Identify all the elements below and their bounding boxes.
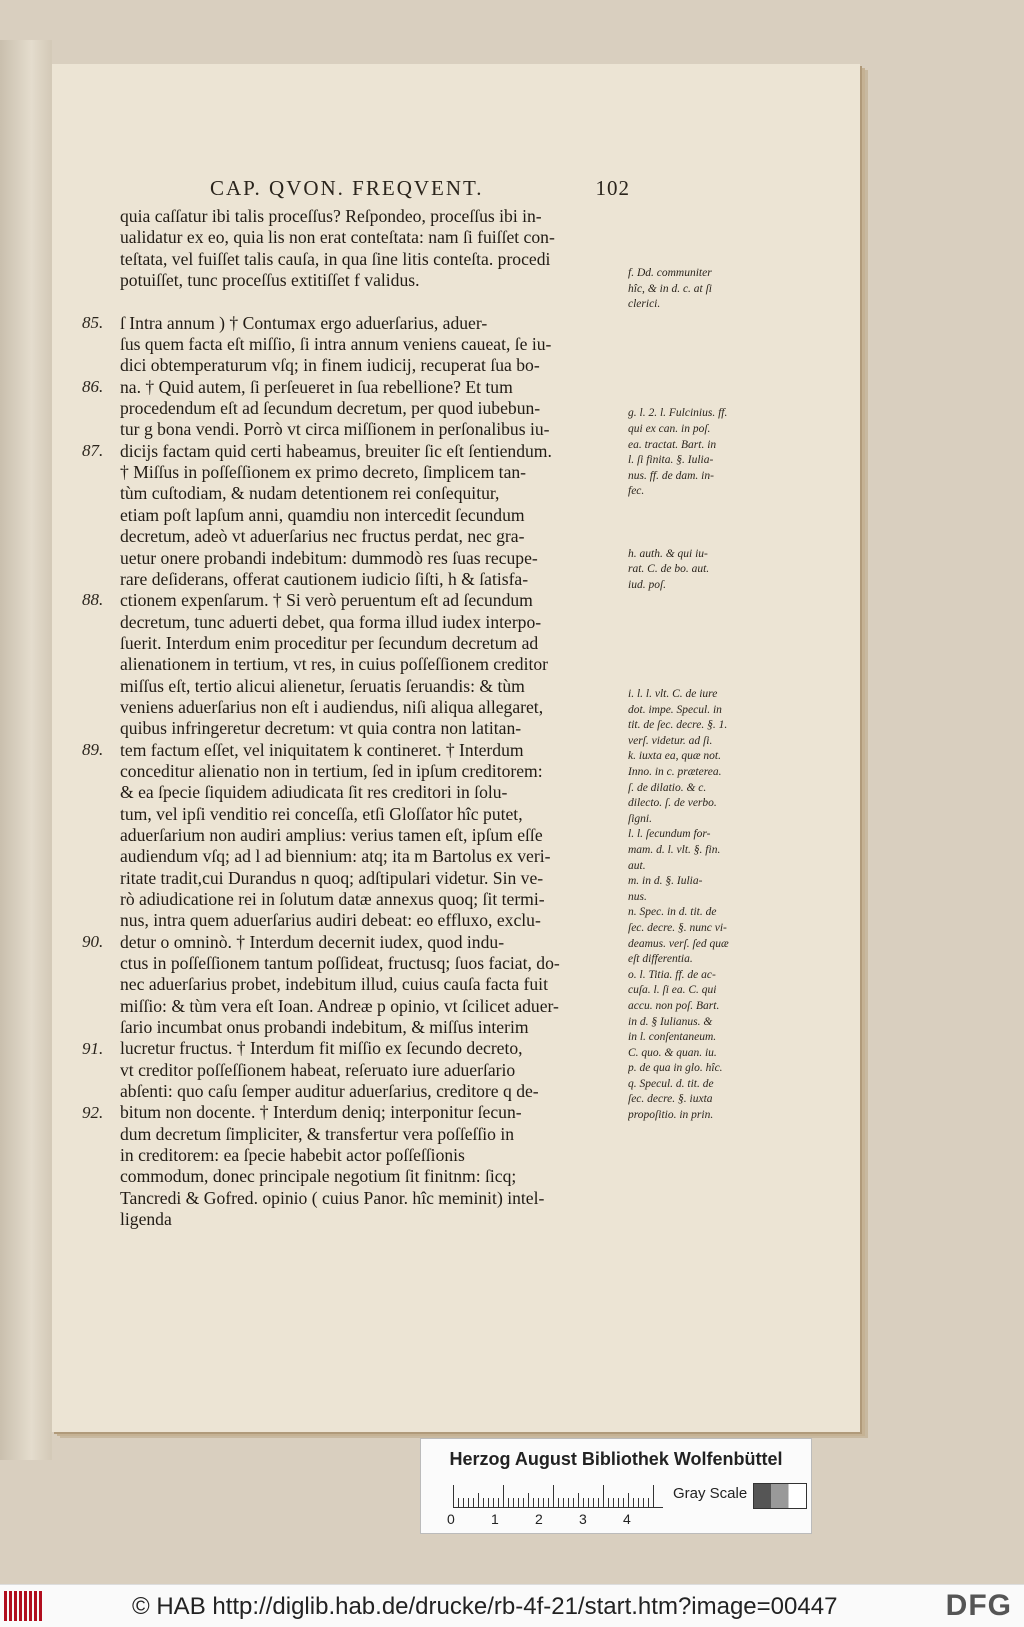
- margin-note-line: l. ſi finita. §. Iulia-: [628, 454, 714, 467]
- scale-tick: [488, 1498, 489, 1507]
- text-line: quibus infringeretur decretum: vt quia contra non latitan-: [120, 718, 522, 739]
- scale-tick: [543, 1498, 544, 1507]
- section-number: 90.: [82, 931, 104, 951]
- text-line: ſ Intra annum ) † Contumax ergo aduerſarius, aduer-: [120, 312, 488, 333]
- text-line: ſuerit. Interdum enim proceditur per ſecundum decretum ad: [120, 632, 539, 653]
- section-number: 92.: [82, 1102, 104, 1122]
- margin-note-line: clerici.: [628, 298, 661, 311]
- scale-tick: [603, 1485, 604, 1507]
- margin-note-line: ſigni.: [628, 812, 652, 825]
- margin-note-line: [628, 640, 756, 656]
- margin-note-line: [628, 609, 756, 625]
- text-line: nec aduerſarius probet, indebitum illud, cuius cauſa facta fuit: [120, 974, 548, 995]
- margin-note-line: k. iuxta ea, quæ not.: [628, 750, 721, 763]
- text-line: in creditorem: ea ſpecie habebit actor poſſeſſionis: [120, 1145, 465, 1166]
- margin-note-line: ſ. de dilatio. & c.: [628, 781, 707, 794]
- scale-tick: [608, 1498, 609, 1507]
- margin-note-line: C. quo. & quan. iu.: [628, 1046, 717, 1059]
- text-line: abſenti: quo caſu ſemper auditur aduerſarius, creditore q de-: [120, 1081, 539, 1102]
- margin-note-line: [628, 625, 756, 641]
- text-line: tum, vel ipſi venditio rei conceſſa, etſi Gloſſator hîc putet,: [120, 803, 523, 824]
- margin-note-line: ſec. decre. §. nunc vi-: [628, 921, 727, 934]
- section-number: 86.: [82, 376, 104, 396]
- library-color-label: [420, 1438, 812, 1534]
- text-line: vt creditor poſſeſſionem habeat, reſeruato iure aduerſario: [120, 1059, 516, 1080]
- text-line: decretum, tunc aduerti debet, qua forma illud iudex interpo-: [120, 611, 542, 632]
- text-line: conceditur alienatio non in tertium, ſed in ipſum creditorem:: [120, 760, 543, 781]
- text-line: dici obtemperaturum vſq; in finem iudicij, recuperat ſua bo-: [120, 355, 540, 376]
- folio-number: 102: [595, 176, 630, 200]
- text-line: dicijs factam quid certi habeamus, breuiter ſic eſt ſentiendum.: [120, 440, 552, 461]
- margin-note-line: i. l. l. vlt. C. de iure: [628, 688, 718, 701]
- text-line: alienationem in tertium, vt res, in cuius poſſeſſionem creditor: [120, 654, 549, 675]
- scale-tick: [628, 1493, 629, 1507]
- scale-tick: [643, 1498, 644, 1507]
- scale-tick: [468, 1498, 469, 1507]
- margin-note-line: dilecto. ſ. de verbo.: [628, 797, 717, 810]
- margin-note-line: o. l. Titia. ff. de ac-: [628, 968, 716, 981]
- margin-note-line: m. in d. §. Iulia-: [628, 875, 703, 888]
- text-line: potuiſſet, tunc proceſſus extitiſſet f validus.: [120, 270, 420, 291]
- text-line: lucretur fructus. † Interdum fit miſſio ex ſecundo decreto,: [120, 1038, 523, 1059]
- hab-logo-icon: [4, 1591, 44, 1621]
- margin-note-line: [628, 531, 756, 547]
- margin-note-line: rat. C. de bo. aut.: [628, 563, 710, 576]
- scale-tick: [453, 1485, 454, 1507]
- scale-tick: [618, 1498, 619, 1507]
- scale-tick: [623, 1498, 624, 1507]
- gray-scale-swatch: [753, 1483, 807, 1509]
- text-line: ctionem expenſarum. † Si verò peruentum eſt ad ſecundum: [120, 590, 533, 611]
- header-title: CAP. QVON. FREQVENT.: [210, 176, 484, 200]
- margin-note-line: [628, 360, 756, 376]
- text-line: ligenda: [120, 1209, 172, 1230]
- text-line: ſus quem facta eſt miſſio, ſi intra annum veniens caueat, ſe iu-: [120, 334, 552, 355]
- scale-tick: [563, 1498, 564, 1507]
- scale-tick: [583, 1498, 584, 1507]
- footer-bar: [0, 1584, 1024, 1627]
- margin-note-line: fec.: [628, 485, 645, 498]
- margin-note-line: [628, 375, 756, 391]
- margin-note-line: [628, 391, 756, 407]
- margin-note-line: ea. tractat. Bart. in: [628, 438, 717, 451]
- margin-note-line: [628, 328, 756, 344]
- margin-note-line: deamus. verſ. ſed quæ: [628, 937, 729, 950]
- scale-number: 1: [491, 1511, 499, 1527]
- text-line: tur g bona vendi. Porrò vt circa miſſionem in perſonalibus iu-: [120, 419, 550, 440]
- scale-tick: [573, 1498, 574, 1507]
- margin-note-line: [628, 593, 756, 609]
- scale-number: 0: [447, 1511, 455, 1527]
- margin-note-line: nus.: [628, 890, 647, 903]
- text-line: bitum non docente. † Interdum deniq; interponitur ſecun-: [120, 1102, 522, 1123]
- section-number: 91.: [82, 1038, 104, 1058]
- section-number: 89.: [82, 739, 104, 759]
- scale-tick: [458, 1498, 459, 1507]
- text-line: tem factum eſſet, vel iniquitatem k contineret. † Interdum: [120, 739, 524, 760]
- margin-note-line: q. Specul. d. tit. de: [628, 1077, 714, 1090]
- section-number: 87.: [82, 440, 104, 460]
- margin-note-line: [628, 344, 756, 360]
- scale-tick: [508, 1498, 509, 1507]
- margin-note-line: aut.: [628, 859, 646, 872]
- scale-tick: [478, 1493, 479, 1507]
- text-line: veniens aduerſarius non eſt i audiendus, niſi aliqua allegaret,: [120, 696, 544, 717]
- margin-note-line: in l. conſentaneum.: [628, 1031, 717, 1044]
- scale-tick: [473, 1498, 474, 1507]
- text-line: dum decretum ſimpliciter, & transfertur vera poſſeſſio in: [120, 1123, 515, 1144]
- text-line: etiam poſt lapſum anni, quamdiu non intercedit ſecundum: [120, 504, 525, 525]
- scale-tick: [548, 1498, 549, 1507]
- text-line: nus, intra quem aduerſarius audiri debeat: eo effluxo, exclu-: [120, 910, 541, 931]
- scale-tick: [578, 1493, 579, 1507]
- margin-note-line: cuſa. l. ſi ea. C. qui: [628, 984, 717, 997]
- text-line: detur o omninò. † Interdum decernit iudex, quod indu-: [120, 931, 505, 952]
- text-line: teſtata, vel fuiſſet talis cauſa, in qua ſine litis conteſta. procedi: [120, 248, 551, 269]
- scale-tick: [553, 1485, 554, 1507]
- margin-note-line: n. Spec. in d. tit. de: [628, 906, 717, 919]
- dfg-logo: DFG: [945, 1589, 1012, 1622]
- text-line: [120, 291, 626, 312]
- scale-number: 2: [535, 1511, 543, 1527]
- scale-tick: [633, 1498, 634, 1507]
- text-line: commodum, donec principale negotium ſit finitnm: ſicq;: [120, 1166, 517, 1187]
- margin-note-line: [628, 656, 756, 672]
- text-line: tùm cuſtodiam, & nudam detentionem rei conſequitur,: [120, 483, 500, 504]
- scale-tick: [593, 1498, 594, 1507]
- margin-note-line: propoſitio. in prin.: [628, 1109, 714, 1122]
- section-number: 88.: [82, 590, 104, 610]
- margin-note-line: [628, 516, 756, 532]
- margin-note-line: qui ex can. in poſ.: [628, 422, 711, 435]
- text-line: rò adiudicatione rei in ſolutum datæ annexus quoq; ſit termi-: [120, 889, 545, 909]
- scale-tick: [518, 1498, 519, 1507]
- scale-tick: [533, 1498, 534, 1507]
- footer-url[interactable]: © HAB http://diglib.hab.de/drucke/rb-4f-21/start.htm?image=00447: [132, 1593, 838, 1620]
- margin-note-line: iud. poſ.: [628, 578, 667, 591]
- scale-tick: [463, 1498, 464, 1507]
- text-line: † Miſſus in poſſeſſionem ex primo decreto, ſimplicem tan-: [120, 462, 527, 483]
- scale-tick: [598, 1498, 599, 1507]
- scale-tick: [513, 1498, 514, 1507]
- scale-tick: [498, 1498, 499, 1507]
- margin-note-line: g. l. 2. l. Fulcinius. ff.: [628, 407, 728, 420]
- margin-note-line: verſ. videtur. ad ſi.: [628, 734, 713, 747]
- scale-numbers: [447, 1511, 667, 1529]
- margin-note-line: in d. § Iulianus. &: [628, 1015, 713, 1028]
- margin-note-line: h. auth. & qui iu-: [628, 547, 708, 560]
- scale-tick: [503, 1485, 504, 1507]
- margin-note-line: eſt differentia.: [628, 953, 693, 966]
- margin-note-line: ſec. decre. §. iuxta: [628, 1093, 713, 1106]
- margin-note-line: [628, 313, 756, 329]
- margin-note-line: nus. ff. de dam. in-: [628, 469, 714, 482]
- scale-tick: [493, 1498, 494, 1507]
- text-line: Tancredi & Gofred. opinio ( cuius Panor. hîc meminit) intel-: [120, 1187, 545, 1208]
- text-line: decretum, adeò vt aduerſarius nec fructus perdat, nec gra-: [120, 526, 525, 547]
- margin-note-line: dot. impe. Specul. in: [628, 703, 722, 716]
- text-line: ctus in poſſeſſionem tantum poſſideat, fructusq; ſuos faciat, do-: [120, 953, 560, 974]
- scale-tick: [588, 1498, 589, 1507]
- text-line: ritate tradit,cui Durandus n quoq; adſtipulari videtur. Sin ve-: [120, 867, 544, 888]
- text-line: procedendum eſt ad ſecundum decretum, per quod iubebun-: [120, 398, 541, 419]
- scale-tick: [613, 1498, 614, 1507]
- main-text-column: [120, 206, 626, 1232]
- scale-tick: [638, 1498, 639, 1507]
- margin-note-line: Inno. in c. præterea.: [628, 766, 722, 778]
- scale-number: 4: [623, 1511, 631, 1527]
- text-line: & ea ſpecie ſiquidem adiudicata ſit res creditori in ſolu-: [120, 782, 508, 803]
- text-line: rare deſiderans, offerat cautionem iudicio ſiſti, h & ſatisfa-: [120, 568, 529, 589]
- previous-page-edge: [0, 40, 52, 1460]
- text-line: miſſio: & tùm vera eſt Ioan. Andreæ p opinio, vt ſcilicet aduer-: [120, 995, 559, 1016]
- margin-note-line: accu. non poſ. Bart.: [628, 999, 720, 1012]
- margin-note-line: f. Dd. communiter: [628, 267, 712, 279]
- scale-tick: [568, 1498, 569, 1507]
- text-line: aduerſarium non audiri amplius: verius tamen eſt, ipſum eſſe: [120, 824, 543, 845]
- running-header: [210, 176, 630, 200]
- margin-note-line: [628, 671, 756, 687]
- text-line: miſſus eſt, tertio alicui alienetur, ſeruatis ſeruandis: & tùm: [120, 675, 525, 696]
- scale-tick: [483, 1498, 484, 1507]
- text-line: uetur onere probandi indebitum: dummodò res ſuas recupe-: [120, 547, 538, 568]
- scale-tick: [558, 1498, 559, 1507]
- margin-note-line: p. de qua in glo. hîc.: [628, 1062, 723, 1075]
- scale-tick: [653, 1485, 654, 1507]
- text-line: ſario incumbat onus probandi indebitum, & miſſus interim: [120, 1017, 529, 1038]
- margin-note-line: tit. de ſec. decre. §. 1.: [628, 719, 728, 732]
- section-number: 85.: [82, 312, 104, 332]
- margin-note-line: l. l. ſecundum for-: [628, 828, 711, 841]
- gray-scale-label: Gray Scale: [673, 1485, 748, 1502]
- scale-tick: [538, 1498, 539, 1507]
- scale-bar: [453, 1485, 663, 1508]
- margin-note-line: mam. d. l. vlt. §. fin.: [628, 843, 721, 856]
- margin-note-line: [628, 500, 756, 516]
- library-name: Herzog August Bibliothek Wolfenbüttel: [449, 1449, 783, 1469]
- text-line: ualidatur ex eo, quia lis non erat conteſtata: nam ſi fuiſſet con-: [120, 227, 555, 248]
- marginal-notes: [628, 266, 756, 1226]
- text-line: audiendum vſq; ad l ad biennium: atq; ita m Bartolus ex veri-: [120, 846, 551, 867]
- scale-tick: [528, 1493, 529, 1507]
- scale-tick: [523, 1498, 524, 1507]
- text-line: na. † Quid autem, ſi perſeueret in ſua rebellione? Et tum: [120, 376, 513, 397]
- text-line: quia caſſatur ibi talis proceſſus? Reſpondeo, proceſſus ibi in-: [120, 206, 542, 226]
- scale-number: 3: [579, 1511, 587, 1527]
- scale-tick: [648, 1498, 649, 1507]
- margin-note-line: hîc, & in d. c. at ſi: [628, 282, 713, 295]
